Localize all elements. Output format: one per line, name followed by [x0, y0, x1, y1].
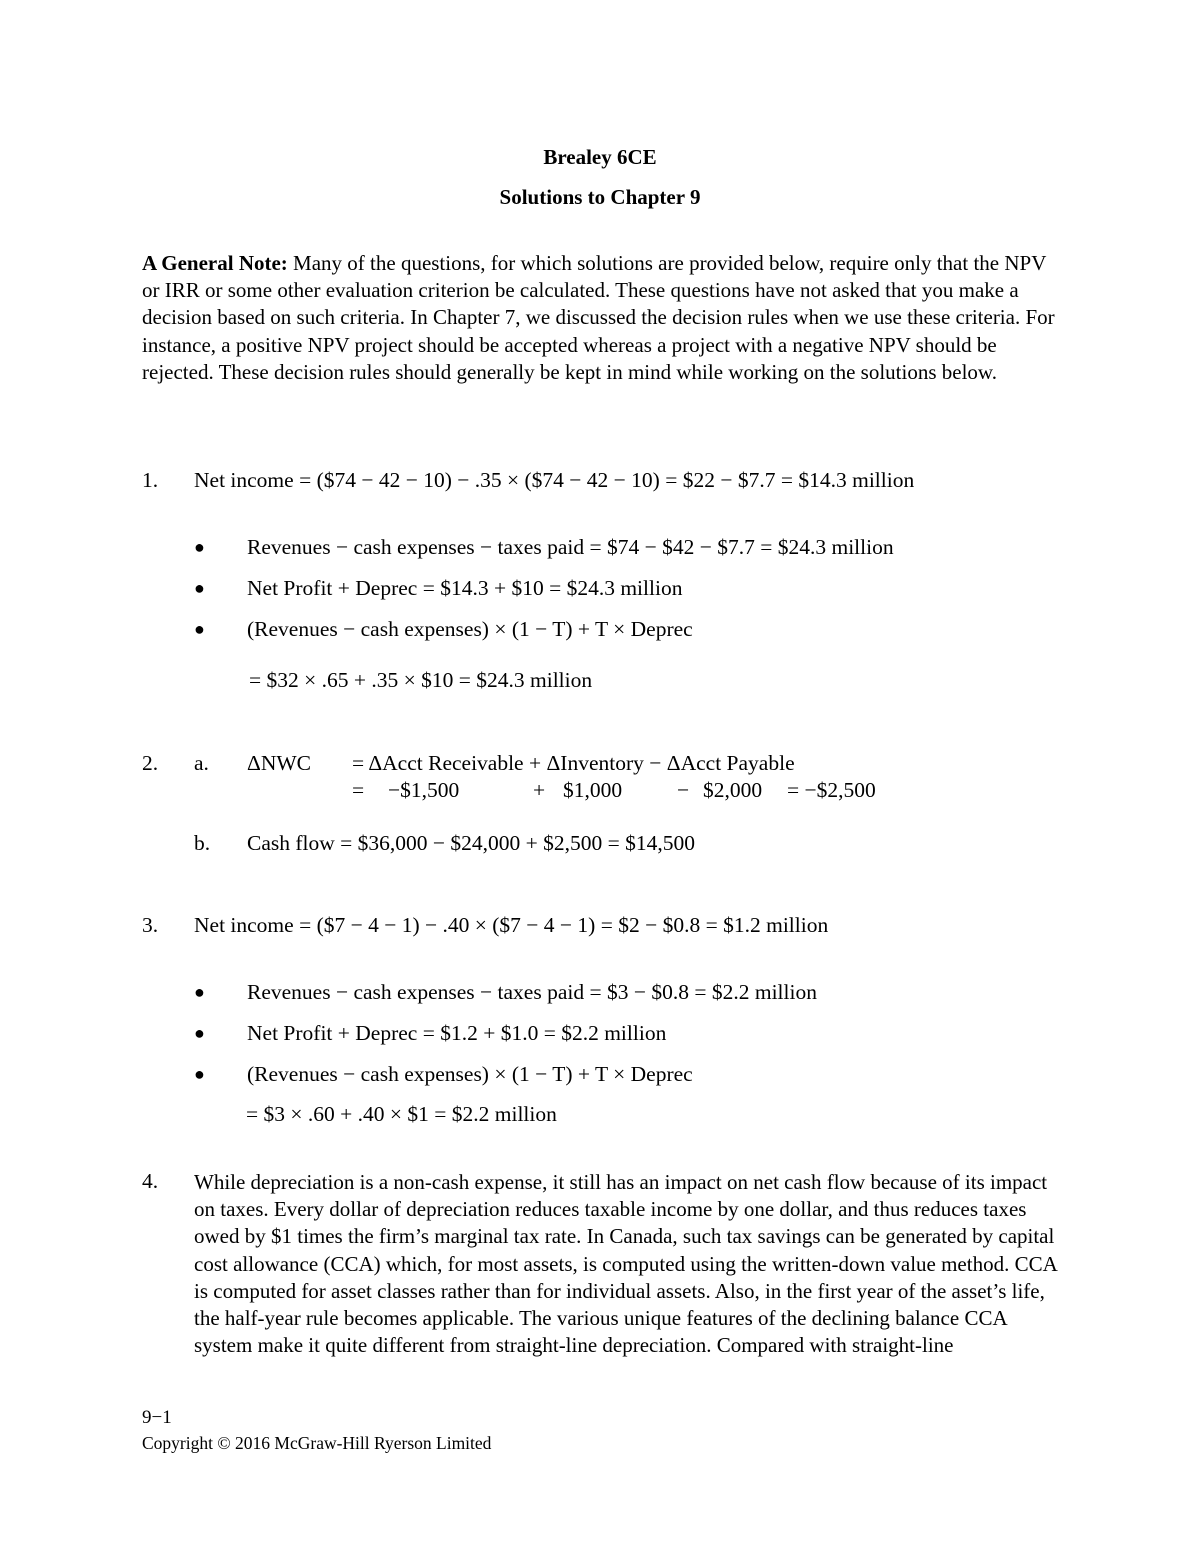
- q1-bullet-2: Net Profit + Deprec = $14.3 + $10 = $24.3 million: [247, 576, 683, 600]
- q2-a-label: a.: [194, 751, 209, 775]
- document-subtitle: Solutions to Chapter 9: [499, 185, 701, 209]
- general-note: [142, 250, 1062, 386]
- bullet-icon: ●: [194, 1023, 205, 1043]
- q3-bullet-1: Revenues − cash expenses − taxes paid = $3 − $0.8 = $2.2 million: [247, 980, 817, 1004]
- copyright-notice: Copyright © 2016 McGraw-Hill Ryerson Limited: [142, 1433, 492, 1453]
- bullet-icon: ●: [194, 578, 205, 598]
- general-note-text: Many of the questions, for which solutions are provided below, require only that the NPV or IRR or some other evaluation criterion be calculated. These questions have not asked that you make a decision based on such criteria. In Chapter 7, we discussed the decision rules when we use these criteria. For instance, a positive NPV project should be accepted whereas a project with a negative NPV should be rejected. These decision rules should generally be kept in mind while working on the solutions below.: [142, 251, 1055, 384]
- q3-bullet-3: (Revenues − cash expenses) × (1 − T) + T × Deprec: [247, 1062, 693, 1086]
- q3-number: 3.: [142, 913, 159, 937]
- document-title: Brealey 6CE: [543, 145, 657, 169]
- q2-a-value-3: $2,000: [703, 778, 763, 802]
- q1-continuation: = $32 × .65 + .35 × $10 = $24.3 million: [249, 668, 593, 692]
- q4-number: 4.: [142, 1169, 159, 1193]
- q1-number: 1.: [142, 468, 159, 492]
- bullet-icon: ●: [194, 1064, 205, 1084]
- q2-a-term: ΔNWC: [247, 751, 311, 775]
- q2-a-value-1: −$1,500: [388, 778, 460, 802]
- bullet-icon: ●: [194, 982, 205, 1002]
- q2-a-equals: =: [352, 778, 365, 802]
- q1-bullet-1: Revenues − cash expenses − taxes paid = $74 − $42 − $7.7 = $24.3 million: [247, 535, 894, 559]
- q1-main: Net income = ($74 − 42 − 10) − .35 × ($74 − 42 − 10) = $22 − $7.7 = $14.3 million: [194, 468, 915, 492]
- q1-bullet-3: (Revenues − cash expenses) × (1 − T) + T × Deprec: [247, 617, 693, 641]
- bullet-icon: ●: [194, 619, 205, 639]
- q2-a-formula: = ΔAcct Receivable + ΔInventory − ΔAcct Payable: [352, 751, 795, 775]
- q3-main: Net income = ($7 − 4 − 1) − .40 × ($7 − 4 − 1) = $2 − $0.8 = $1.2 million: [194, 913, 829, 937]
- q2-b-text: Cash flow = $36,000 − $24,000 + $2,500 = $14,500: [247, 831, 696, 855]
- page-number: 9−1: [142, 1407, 172, 1428]
- q2-b-label: b.: [194, 831, 211, 855]
- q2-a-plus: +: [533, 778, 546, 802]
- q3-continuation: = $3 × .60 + .40 × $1 = $2.2 million: [246, 1102, 557, 1126]
- q4-text: While depreciation is a non-cash expense, it still has an impact on net cash flow because of its impact on taxes. Every dollar of depreciation reduces taxable income by one dollar, and thus reduces taxes owed by $1 times the firm’s marginal tax rate. In Canada, such tax savings can be generated by capital cost allowance (CCA) which, for most assets, is computed using the written-down value method. CCA is computed for asset classes rather than for individual assets. Also, in the first year of the asset’s life, the half-year rule becomes applicable. The various unique features of the declining balance CCA system make it quite different from straight-line depreciation. Compared with straight-line: [194, 1170, 1057, 1358]
- q2-number: 2.: [142, 751, 159, 775]
- bullet-icon: ●: [194, 537, 205, 557]
- q2-a-result: = −$2,500: [787, 778, 876, 802]
- q3-bullet-2: Net Profit + Deprec = $1.2 + $1.0 = $2.2 million: [247, 1021, 667, 1045]
- q2-a-minus: −: [677, 778, 690, 802]
- general-note-label: A General Note:: [142, 251, 288, 275]
- q2-a-value-2: $1,000: [563, 778, 623, 802]
